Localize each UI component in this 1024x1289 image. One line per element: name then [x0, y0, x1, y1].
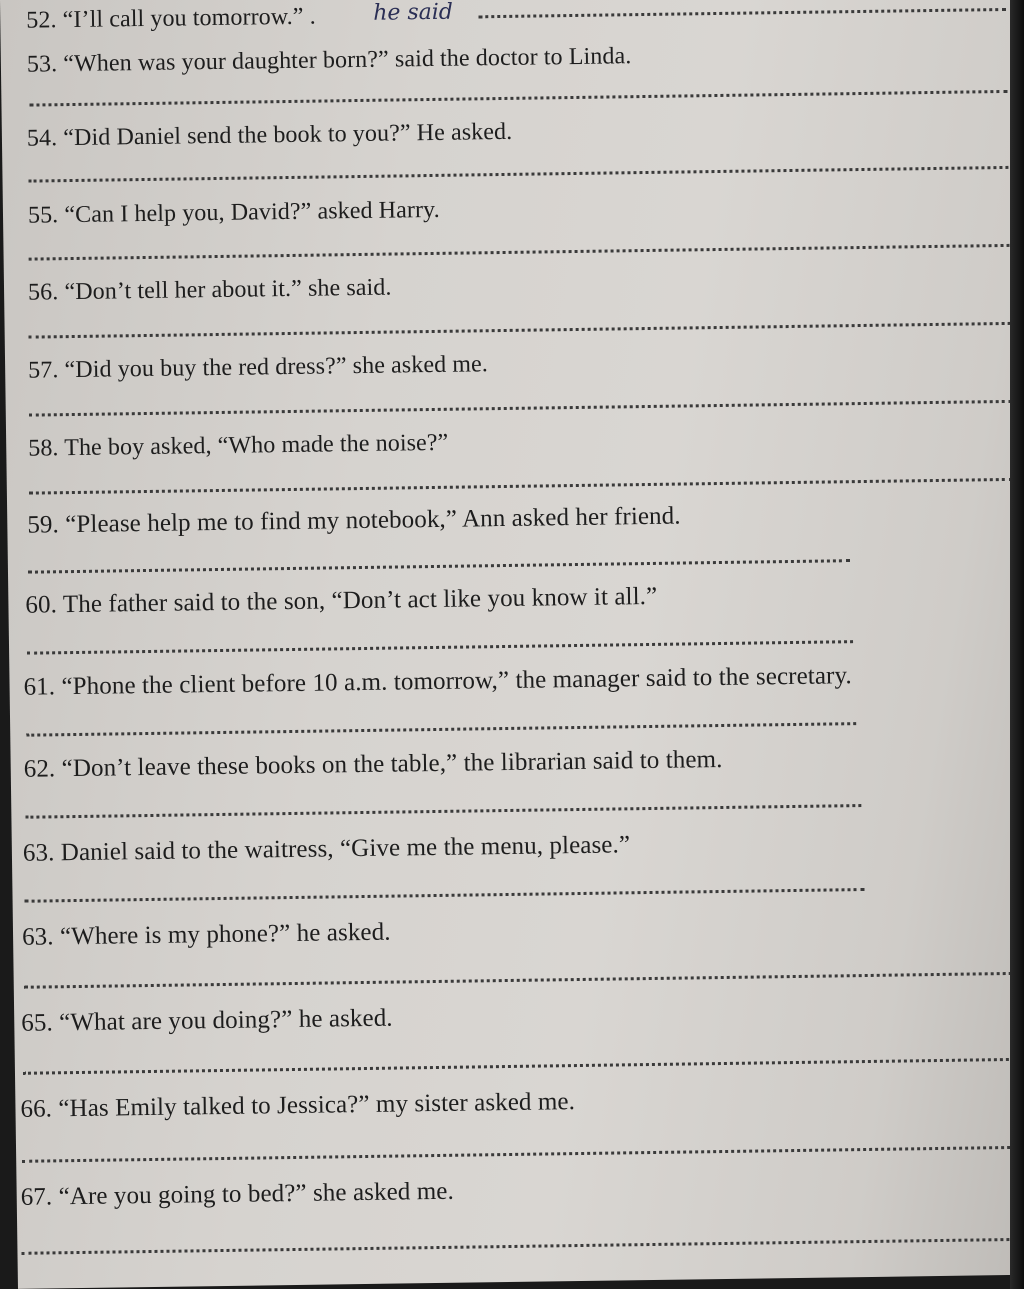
answer-line-53[interactable]	[29, 90, 1007, 107]
answer-line-58[interactable]	[29, 478, 1013, 495]
question-58: 58. The boy asked, “Who made the noise?”	[28, 429, 449, 462]
question-54: 54. “Did Daniel send the book to you?” He asked.	[26, 118, 513, 152]
handwritten-answer-52: he said	[373, 0, 454, 26]
answer-line-63-second[interactable]	[24, 972, 1020, 989]
question-57: 57. “Did you buy the red dress?” she asked me.	[27, 351, 489, 384]
question-53: 53. “When was your daughter born?” said the doctor to Linda.	[26, 43, 632, 78]
question-63-second: 63. “Where is my phone?” he asked.	[21, 918, 391, 951]
question-65: 65. “What are you doing?” he asked.	[21, 1004, 393, 1037]
question-55: 55. “Can I help you, David?” asked Harry.	[27, 196, 440, 229]
question-62: 62. “Don’t leave these books on the table,” the librarian said to them.	[23, 745, 723, 783]
question-66: 66. “Has Emily talked to Jessica?” my sister asked me.	[20, 1088, 576, 1123]
answer-line-61[interactable]	[26, 722, 856, 737]
answer-line-60[interactable]	[27, 640, 853, 655]
answer-line-62[interactable]	[25, 804, 861, 819]
page-edge-shadow	[1010, 0, 1024, 1289]
answer-line-67[interactable]	[21, 1238, 1021, 1255]
answer-line-66[interactable]	[22, 1146, 1022, 1163]
question-67: 67. “Are you going to bed?” she asked me.	[20, 1177, 455, 1211]
question-61: 61. “Phone the client before 10 a.m. tomorrow,” the manager said to the secretary.	[23, 662, 852, 701]
question-59: 59. “Please help me to find my notebook,” Ann asked her friend.	[27, 502, 681, 539]
answer-line-65[interactable]	[23, 1058, 1021, 1075]
question-52: 52. “I’ll call you tomorrow.” .	[26, 3, 316, 34]
answer-line-57[interactable]	[29, 400, 1012, 417]
question-63: 63. Daniel said to the waitress, “Give me the menu, please.”	[22, 831, 631, 867]
answer-line-55[interactable]	[29, 244, 1010, 261]
answer-line-63[interactable]	[25, 888, 865, 903]
answer-line-54[interactable]	[29, 166, 1009, 183]
answer-line-59[interactable]	[28, 559, 850, 573]
question-60: 60. The father said to the son, “Don’t act like you know it all.”	[25, 582, 658, 619]
question-56: 56. “Don’t tell her about it.” she said.	[27, 274, 392, 306]
answer-line-56[interactable]	[29, 322, 1011, 339]
answer-line-52[interactable]	[478, 8, 1006, 18]
